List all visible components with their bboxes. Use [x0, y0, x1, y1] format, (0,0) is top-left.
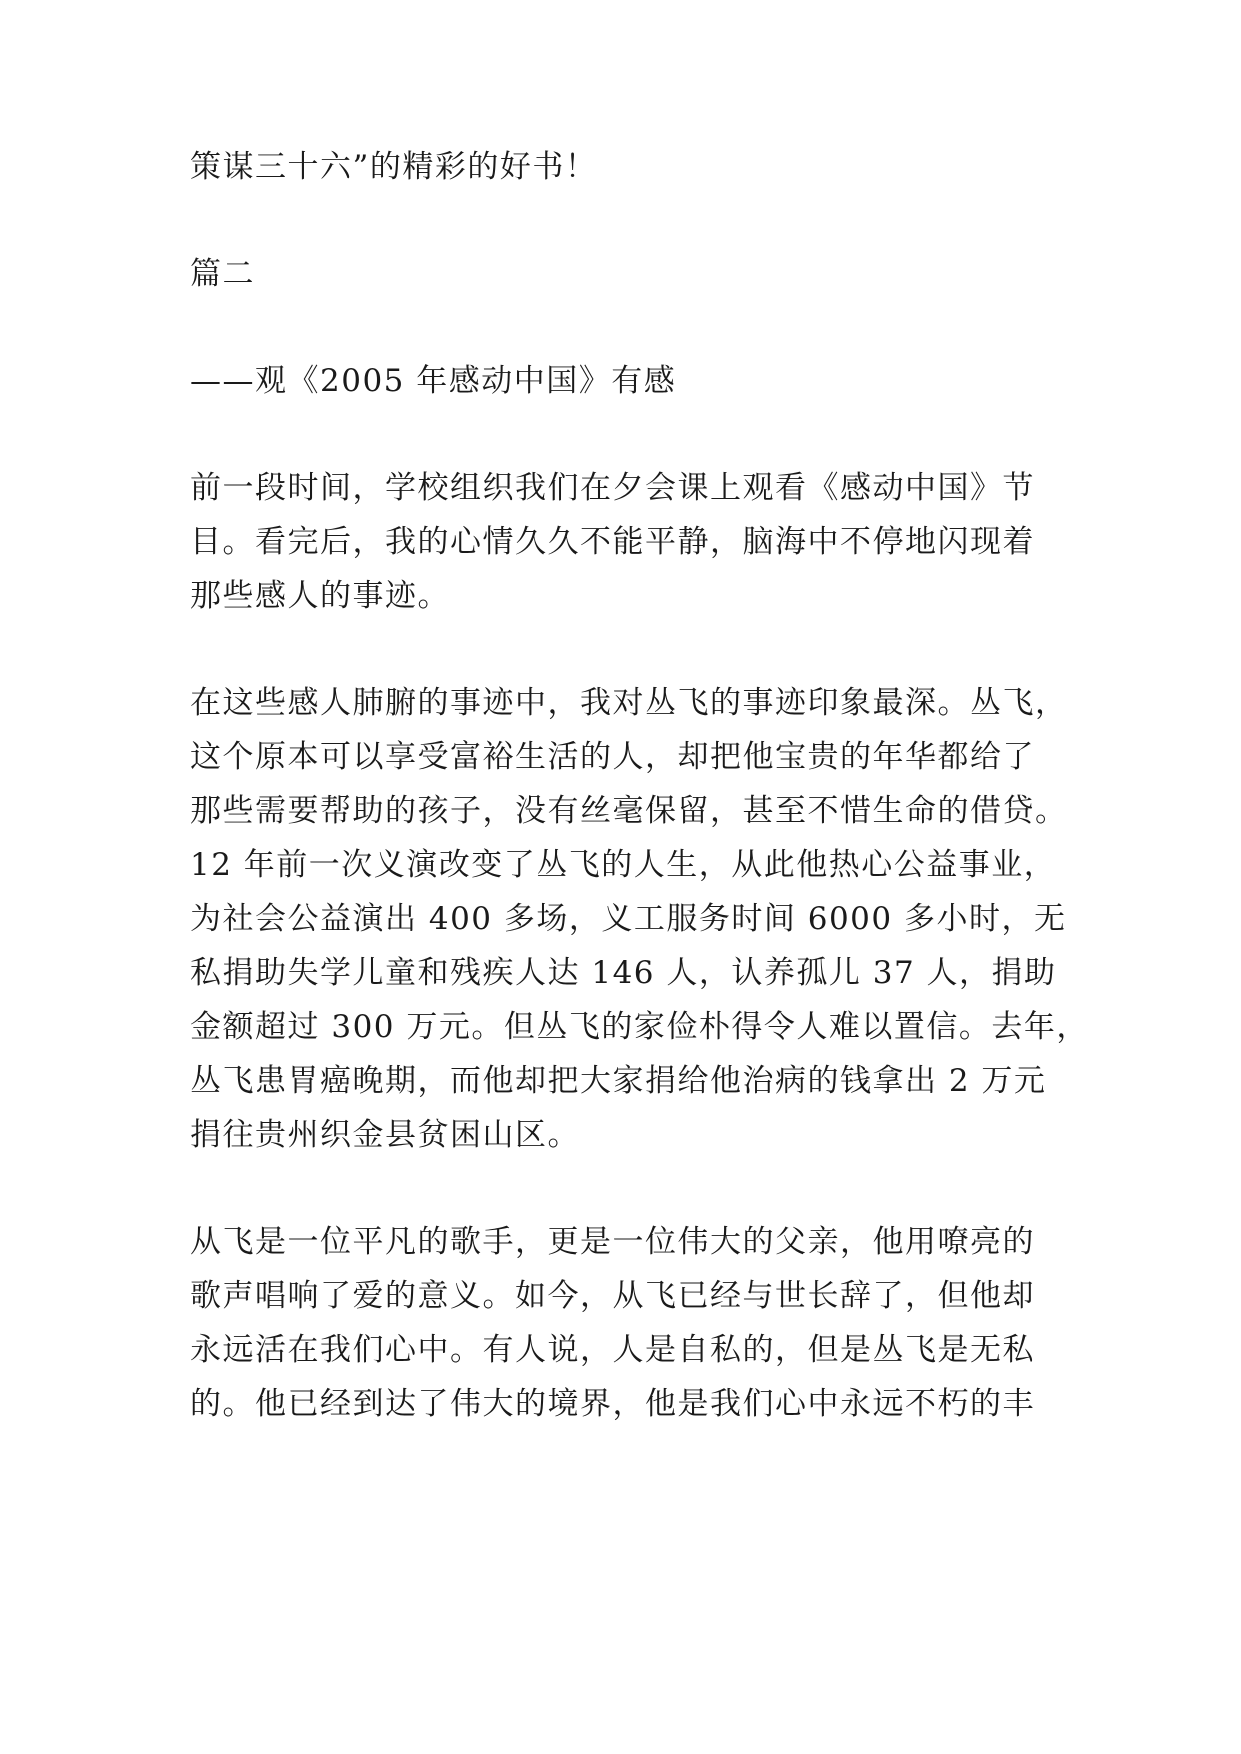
text-line: 私捐助失学儿童和残疾人达 146 人，认养孤儿 37 人，捐助 [190, 955, 1057, 991]
text-line: 策谋三十六”的精彩的好书！ [190, 149, 598, 185]
section-heading: 篇二 [190, 256, 255, 292]
text-line: 为社会公益演出 400 多场，义工服务时间 6000 多小时，无 [190, 901, 1067, 937]
text-line: 歌声唱响了爱的意义。如今，从飞已经与世长辞了，但他却 [190, 1278, 1035, 1314]
text-line: 永远活在我们心中。有人说，人是自私的，但是丛飞是无私 [190, 1332, 1035, 1368]
text-line: 这个原本可以享受富裕生活的人，却把他宝贵的年华都给了 [190, 739, 1035, 775]
text-line: 前一段时间，学校组织我们在夕会课上观看《感动中国》节 [190, 470, 1035, 506]
text-line: 的。他已经到达了伟大的境界，他是我们心中永远不朽的丰 [190, 1386, 1035, 1422]
text-line: 那些感人的事迹。 [190, 578, 450, 614]
text-line: 目。看完后，我的心情久久不能平静，脑海中不停地闪现着 [190, 524, 1035, 560]
text-line: 捐往贵州织金县贫困山区。 [190, 1117, 580, 1153]
text-line: 那些需要帮助的孩子，没有丝毫保留，甚至不惜生命的借贷。 [190, 793, 1068, 829]
text-line: 在这些感人肺腑的事迹中，我对丛飞的事迹印象最深。丛飞， [190, 685, 1068, 721]
text-line: 金额超过 300 万元。但丛飞的家俭朴得令人难以置信。去年， [190, 1009, 1089, 1045]
text-line: 从飞是一位平凡的歌手，更是一位伟大的父亲，他用嘹亮的 [190, 1224, 1035, 1260]
text-line: 12 年前一次义演改变了丛飞的人生，从此他热心公益事业， [190, 847, 1057, 883]
text-line: 丛飞患胃癌晚期，而他却把大家捐给他治病的钱拿出 2 万元 [190, 1063, 1047, 1099]
subtitle: ——观《2005 年感动中国》有感 [190, 363, 677, 399]
